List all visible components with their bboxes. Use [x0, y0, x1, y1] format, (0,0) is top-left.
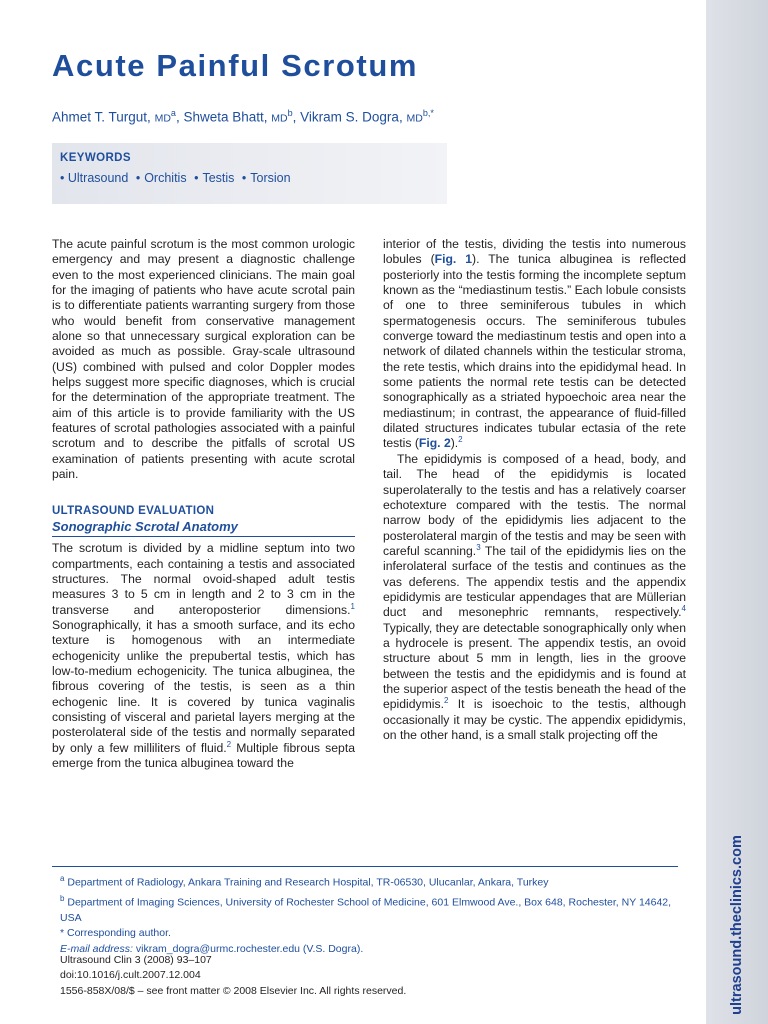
author-degree: MD — [271, 112, 288, 125]
copyright-line: 1556-858X/08/$ – see front matter © 2008 Elsevier Inc. All rights reserved. — [60, 984, 407, 997]
author-affiliation-mark: b,* — [422, 108, 434, 118]
author-degree: MD — [154, 112, 171, 125]
citation-block — [60, 953, 406, 999]
keywords-list — [60, 171, 447, 185]
bullet-icon: • — [241, 171, 247, 185]
reference-link[interactable]: 4 — [681, 604, 686, 614]
keywords-heading: KEYWORDS — [60, 152, 131, 164]
reference-link[interactable]: 3 — [476, 542, 481, 552]
footnotes — [60, 871, 680, 957]
epididymis-paragraph: The epididymis is composed of a head, body, and tail. The head of the epididymis is located superolaterally to the testis and has a relatively coarser echotexture compared with the testis. The normal narrow body of the epididymis lies adjacent to the posterolateral margin of the testis and may be seen with careful scanning.$^3$ The tail of the epididymis lies on the inferolateral surface of the testis and continues as the vas deferens. The appendix testis and the appendix epididymis are testicular appendages that are Müllerian duct and mesonephric remnants, respectively.$^4$ Typically, they are detectable sonographically only when a hydrocele is present. The appendix testis, an ovoid structure about 5 mm in length, lies in the groove between the testis and the epididymis and is found at the superior aspect of the testis beneath the head of the epididymis.$^2$ It is isoechoic to the testis, although occasionally it may be cystic. The appendix epididymis, on the other hand, is a small stalk projecting off the — [383, 451, 687, 742]
subsection-heading: Sonographic Scrotal Anatomy — [52, 519, 355, 537]
reference-link[interactable]: 2 — [226, 739, 232, 749]
author-name: Vikram S. Dogra, — [300, 109, 403, 125]
left-column — [52, 237, 355, 771]
footnote-divider — [52, 866, 678, 867]
journal-citation: Ultrasound Clin 3 (2008) 93–107 — [60, 954, 212, 966]
author-list: Ahmet T. Turgut, $MD^a$, Shweta Bhatt, $MD^b$, Vikram S. Dogra, $MD^{b,*}$ — [52, 108, 434, 125]
section-heading: ULTRASOUND EVALUATION — [52, 504, 215, 517]
journal-url[interactable]: ultrasound.theclinics.com — [729, 835, 745, 1015]
intro-paragraph: The acute painful scrotum is the most common urologic emergency and may present a diagnostic challenge even to the most experienced clinicians. The main goal for the imaging of patients who have acute scrotal pain is to differentiate patients warranting surgery from those who would benefit from conservative management alone so that unnecessary surgical exploration can be avoided as much as possible. Gray-scale ultrasound (US) combined with pulsed and color Doppler modes helps suggest more specific diagnoses, which is crucial for the determination of the appropriate treatment. The aim of this article is to provide familiarity with the US features of scrotal pathologies associated with a painful scrotum and to describe the pitfalls of scrotal US examination of patients presenting with acute scrotal pain. — [52, 237, 355, 482]
reference-link[interactable]: 2 — [458, 435, 463, 445]
author-name: Ahmet T. Turgut, — [52, 109, 151, 125]
author-degree: MD — [406, 112, 423, 125]
figure-link[interactable]: Fig. 1 — [434, 252, 473, 267]
author-name: Shweta Bhatt, — [183, 109, 268, 125]
keyword[interactable]: Orchitis — [144, 171, 187, 185]
anatomy-paragraph: The scrotum is divided by a midline septum into two compartments, each containing a testis and associated structures. The normal ovoid-shaped adult testis measures 3 to 5 cm in length and 2 to 3 cm in the transverse and anteroposterior dimensions.$^1$ Sonographically, it has a smooth surface, and its echo texture is homogenous with an intermediate echogenicity unlike the prepubertal testis, which has low-to-medium echogenicity. The tunica albuginea, the fibrous covering of the testis, is seen as a thin echogenic line. It is covered by tunica vaginalis consisting of visceral and parietal layers merging at the posterolateral side of the testis and normally separated by only a few milliliters of fluid.$^2$ Multiple fibrous septa emerge from the tunica albuginea toward the — [52, 541, 355, 770]
keyword[interactable]: Ultrasound — [67, 171, 129, 185]
author-affiliation-mark: a — [170, 108, 176, 118]
keyword[interactable]: Testis — [202, 171, 235, 185]
doi[interactable]: doi:10.1016/j.cult.2007.12.004 — [60, 969, 201, 982]
article-title: Acute Painful Scrotum — [52, 48, 419, 83]
author-affiliation-mark: b — [287, 108, 293, 118]
testis-paragraph: interior of the testis, dividing the testis into numerous lobules (Fig. 1). The tunica albuginea is reflected posteriorly into the testis forming the incomplete septum known as the “mediastinum testis.” Each lobule consists of one to three seminiferous tubules in which spermatogenesis occurs. The seminiferous tubules converge toward the mediastinum testis and open into a network of dilated channels within the testicular stroma, the rete testis, which drains into the epididymal head. In some patients the normal rete testis can be detected sonographically as a striated hypoechoic area near the mediastinum; in contrast, the appearance of fluid-filled dilated structures indicates tubular ectasia of the rete testis (Fig. 2).$^2$ — [383, 237, 686, 451]
bullet-icon: • — [60, 171, 65, 185]
affiliation-a: $^a$ Department of Radiology, Ankara Training and Research Hospital, TR-06530, Ulucanlar, Ankara, Turkey — [60, 874, 549, 889]
bullet-icon: • — [135, 171, 141, 185]
right-column — [383, 237, 686, 743]
email-label: E-mail address: — [60, 942, 133, 955]
figure-link[interactable]: Fig. 2 — [418, 436, 451, 451]
reference-link[interactable]: 2 — [443, 696, 449, 706]
keywords-box — [52, 143, 447, 204]
corresponding-author: * Corresponding author. — [60, 927, 171, 940]
keyword[interactable]: Torsion — [250, 171, 291, 185]
bullet-icon: • — [194, 171, 199, 185]
email-address[interactable]: vikram_dogra@urmc.rochester.edu (V.S. Dogra). — [135, 942, 364, 955]
reference-link[interactable]: 1 — [350, 601, 355, 611]
affiliation-b: $^b$ Department of Imaging Sciences, University of Rochester School of Medicine, 601 Elmwood Ave., Box 648, Rochester, NY 14642, USA — [60, 893, 672, 924]
